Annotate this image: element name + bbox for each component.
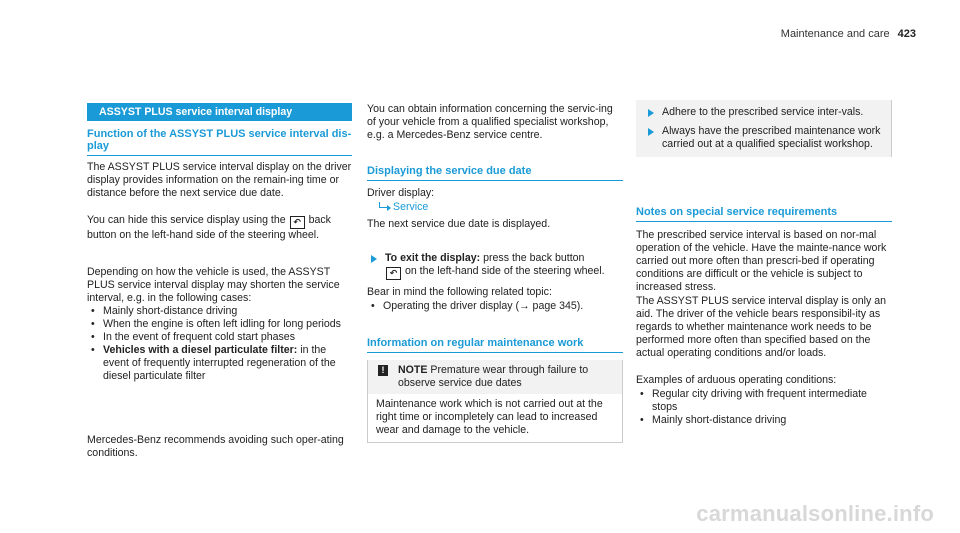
tip-text: Always have the prescribed maintenance work carried out at a qualified specialist workshop. <box>662 125 881 150</box>
triangle-arrow-icon <box>371 255 377 263</box>
note-title: Premature wear through failure to observe service due dates <box>398 364 589 389</box>
watermark: carmanualsonline.info <box>696 501 934 526</box>
intro-paragraph: The ASSYST PLUS service interval display on the driver display provides information on the remain-ing time or distance before the next service due date. <box>87 161 352 199</box>
usage-paragraph: Depending on how the vehicle is used, the ASSYST PLUS service interval display may shorten the service interval, e.g. in the following cases: <box>87 266 340 304</box>
back-arrow-icon: ↶ <box>290 216 305 229</box>
note-body: Maintenance work which is not carried out at the right time or incompletely can lead to increased wear and damage to the vehicle. <box>376 398 603 436</box>
function-heading: Function of the ASSYST PLUS service interval dis-play <box>87 128 352 156</box>
list-item: • In the event of frequent cold start phases <box>87 331 352 344</box>
back-arrow-icon: ↶ <box>386 267 401 280</box>
list-item: • When the engine is often left idling for long periods <box>87 318 352 331</box>
note-label: NOTE <box>398 364 428 376</box>
triangle-arrow-icon <box>648 109 654 117</box>
displaying-heading: Displaying the service due date <box>367 165 623 181</box>
tips-box <box>636 100 892 157</box>
info-paragraph: You can obtain information concerning the servic-ing of your vehicle from a qualified specialist workshop, e.g. a Mercedes-Benz service centre. <box>367 103 613 141</box>
regular-maintenance-heading: Information on regular maintenance work <box>367 337 623 353</box>
driver-display-label: Driver display: <box>367 187 435 199</box>
hide-text-b: back button on the left-hand side of the steering wheel. <box>87 214 331 241</box>
exit-label: To exit the display: <box>385 252 481 264</box>
aid-paragraph: The ASSYST PLUS service interval display is only an aid. The driver of the vehicle bears responsibil-ity as regards to whether maintenance work needs to be performed more often than specified based on the actual operating conditions and/or loads. <box>636 295 887 359</box>
examples-label: Examples of arduous operating conditions: <box>636 374 837 386</box>
diesel-label: Vehicles with a diesel particulate filter: <box>103 344 298 356</box>
menu-path <box>367 201 623 214</box>
exclamation-icon: ! <box>378 365 388 376</box>
prescribed-interval-paragraph: The prescribed service interval is based on nor-mal operation of the vehicle. Have the mainte-nance work carried out more often than prescri-bed if operating conditions are difficult or the vehicle is subject to increased stress. <box>636 229 887 293</box>
note-header <box>368 360 622 394</box>
conditions-list <box>87 305 352 383</box>
related-topic-text: Bear in mind the following related topic: <box>367 286 552 298</box>
section-title: Maintenance and care <box>780 28 890 40</box>
menu-path-arrow-icon <box>379 202 387 208</box>
list-item <box>87 344 352 383</box>
hide-display-paragraph <box>87 214 352 242</box>
list-item: • Regular city driving with frequent intermediate stops <box>636 388 892 414</box>
note-box <box>367 360 623 443</box>
section-banner: ASSYST PLUS service interval display <box>87 103 352 121</box>
menu-item-service: Service <box>393 201 429 213</box>
special-requirements-heading: Notes on special service requirements <box>636 206 892 222</box>
exit-step <box>367 252 641 280</box>
diesel-text: in the event of frequently interrupted regeneration of the diesel particulate filter <box>103 344 336 382</box>
related-list <box>367 300 623 313</box>
tip-item <box>644 106 883 119</box>
page-number: 423 <box>897 28 916 40</box>
page-header <box>781 28 916 40</box>
list-item[interactable]: • Operating the driver display (→ page 345). <box>367 300 623 313</box>
triangle-arrow-icon <box>648 128 654 136</box>
tip-text: Adhere to the prescribed service inter-vals. <box>662 106 864 118</box>
due-date-text: The next service due date is displayed. <box>367 218 551 230</box>
exit-text-a: press the back button <box>483 252 585 264</box>
column-2 <box>367 0 623 436</box>
examples-list <box>636 388 892 427</box>
list-item: • Mainly short-distance driving <box>87 305 352 318</box>
list-item: • Mainly short-distance driving <box>636 414 892 427</box>
tip-item <box>644 125 883 151</box>
recommendation-paragraph: Mercedes-Benz recommends avoiding such oper-ating conditions. <box>87 434 344 459</box>
exit-text-b: on the left-hand side of the steering wheel. <box>404 265 605 277</box>
hide-text-a: You can hide this service display using the <box>87 214 286 226</box>
